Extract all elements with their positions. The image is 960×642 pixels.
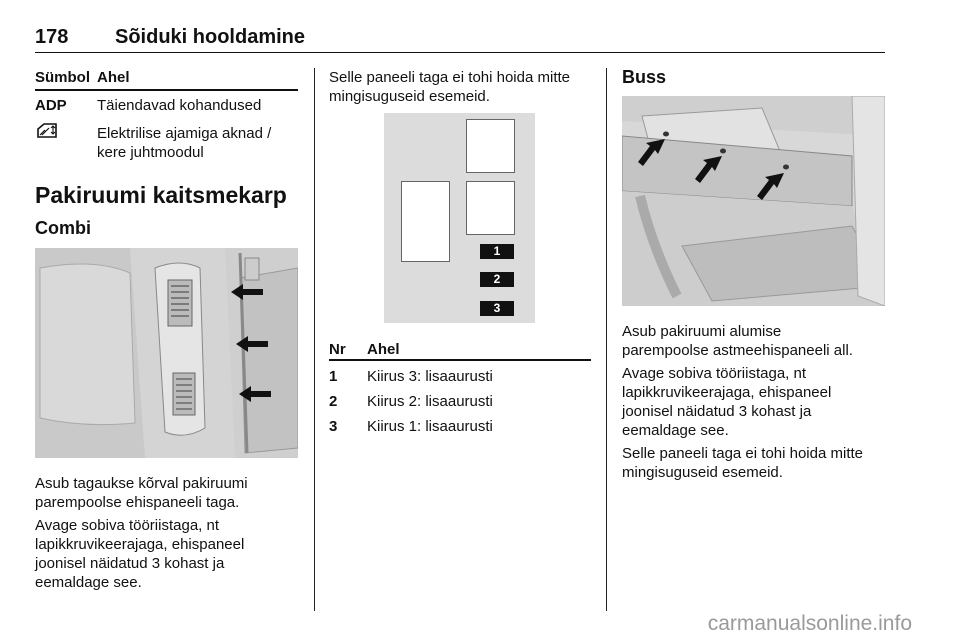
power-window-icon — [36, 123, 58, 139]
chapter-title: Sõiduki hooldamine — [115, 26, 306, 48]
column-divider-left — [314, 68, 315, 611]
circuit-adp: Täiendavad kohandused — [97, 97, 262, 114]
buss-panel-figure — [622, 96, 885, 306]
fuse-row-circuit: Kiirus 3: lisaaurusti — [367, 368, 493, 385]
subheading-buss: Buss — [622, 67, 667, 87]
symbol-adp: ADP — [35, 97, 67, 114]
fuse-row-circuit: Kiirus 1: lisaaurusti — [367, 418, 493, 435]
combi-location-line2: parempoolse ehispaneeli taga. — [35, 494, 240, 511]
combi-instruction-line3: joonisel näidatud 3 kohast ja — [35, 555, 225, 572]
fuse-table-header-rule — [329, 359, 591, 361]
fuse-label-2: 2 — [480, 272, 514, 287]
buss-warning-line2: mingisuguseid esemeid. — [622, 464, 783, 481]
circuit-window-line1: Elektrilise ajamiga aknad / — [97, 125, 272, 142]
fuse-row-nr: 1 — [329, 368, 338, 385]
intro-line1: Selle paneeli taga ei tohi hoida mitte — [329, 69, 570, 86]
buss-instruction-line3: joonisel näidatud 3 kohast ja — [622, 403, 812, 420]
fuse-slot-right — [466, 181, 515, 235]
fuse-label-1: 1 — [480, 244, 514, 259]
table-header-circuit: Ahel — [97, 69, 130, 86]
combi-location-line1: Asub tagaukse kõrval pakiruumi — [35, 475, 248, 492]
subheading-combi: Combi — [35, 218, 91, 238]
fuse-box-diagram — [384, 113, 535, 323]
section-heading: Pakiruumi kaitsmekarp — [35, 182, 287, 208]
buss-location-line1: Asub pakiruumi alumise — [622, 323, 782, 340]
combi-instruction-line1: Avage sobiva tööriistaga, nt — [35, 517, 220, 534]
page-number: 178 — [35, 26, 69, 48]
fuse-row-nr: 2 — [329, 393, 338, 410]
fuse-table-header-nr: Nr — [329, 341, 346, 358]
fuse-row-circuit: Kiirus 2: lisaaurusti — [367, 393, 493, 410]
table-header-symbol: Sümbol — [35, 69, 90, 86]
watermark: carmanualsonline.info — [707, 612, 912, 635]
fuse-slot-left — [401, 181, 450, 262]
table-header-rule — [35, 89, 298, 91]
buss-instruction-line2: lapikkruvikeerajaga, ehispaneel — [622, 384, 832, 401]
buss-location-line2: parempoolse astmeehispaneeli all. — [622, 342, 853, 359]
combi-instruction-line4: eemaldage see. — [35, 574, 142, 591]
fuse-label-3: 3 — [480, 301, 514, 316]
page-header — [35, 26, 885, 53]
fuse-slot-top — [466, 119, 515, 173]
combi-panel-figure — [35, 248, 298, 458]
buss-instruction-line4: eemaldage see. — [622, 422, 729, 439]
intro-line2: mingisuguseid esemeid. — [329, 88, 490, 105]
buss-instruction-line1: Avage sobiva tööriistaga, nt — [622, 365, 807, 382]
fuse-table-header-circuit: Ahel — [367, 341, 400, 358]
combi-instruction-line2: lapikkruvikeerajaga, ehispaneel — [35, 536, 245, 553]
circuit-window-line2: kere juhtmoodul — [97, 144, 204, 161]
column-divider-right — [606, 68, 607, 611]
buss-warning-line1: Selle paneeli taga ei tohi hoida mitte — [622, 445, 863, 462]
fuse-row-nr: 3 — [329, 418, 338, 435]
